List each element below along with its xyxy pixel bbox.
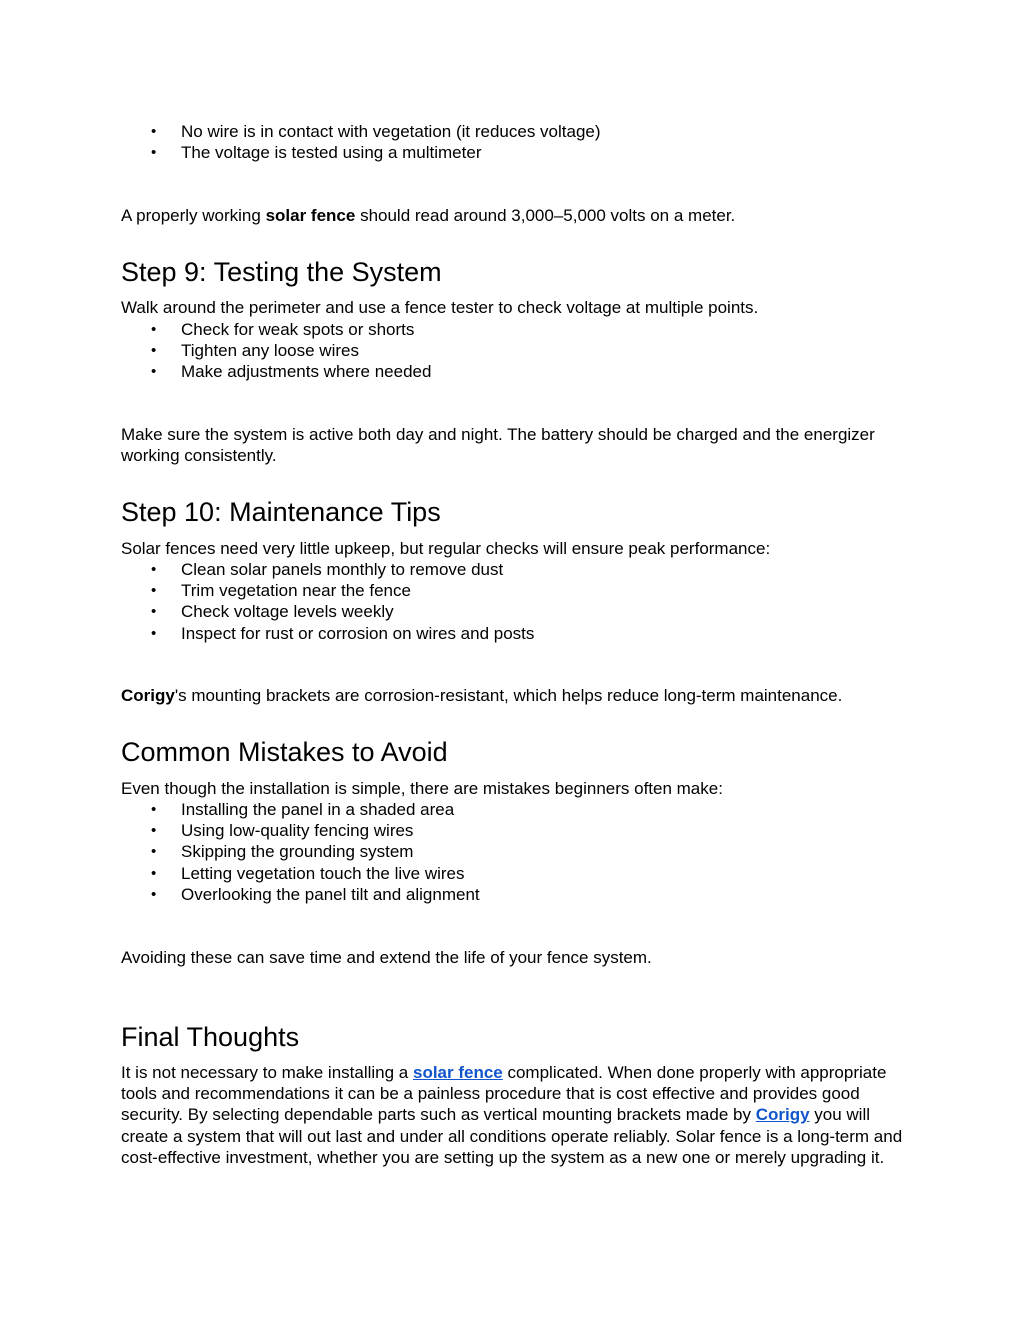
step10-list: [121, 559, 534, 644]
bold-term: solar fence: [265, 206, 356, 225]
paragraph-text: you will create a system that will out last and under all conditions operate reliably. Solar fence is a long-term and cost-effective investment, whether you are setting up the system as a new one or merely upgrading it.: [121, 1105, 903, 1167]
paragraph-text: A properly working: [121, 206, 266, 225]
list-item: • Check for weak spots or shorts: [121, 319, 431, 340]
mistakes-after-paragraph: Avoiding these can save time and extend the life of your fence system.: [121, 948, 652, 967]
brand-name: Corigy: [121, 686, 175, 705]
list-item: • Clean solar panels monthly to remove dust: [121, 559, 534, 580]
mistakes-intro: Even though the installation is simple, there are mistakes beginners often make:: [121, 779, 723, 798]
paragraph-text: complicated. When done properly with appropriate tools and recommendations it can be a painless procedure that is cost effective and provides good security. By selecting dependable parts such as vertical mounting brackets made by: [121, 1063, 887, 1125]
list-item: • Overlooking the panel tilt and alignment: [121, 884, 480, 905]
step9-intro: Walk around the perimeter and use a fence tester to check voltage at multiple points.: [121, 298, 759, 317]
final-thoughts-heading: Final Thoughts: [121, 1022, 300, 1052]
step10-after-paragraph: [121, 685, 911, 706]
list-item: • Tighten any loose wires: [121, 340, 431, 361]
mistakes-heading: Common Mistakes to Avoid: [121, 737, 448, 767]
list-item: • Check voltage levels weekly: [121, 601, 534, 622]
list-item: • Make adjustments where needed: [121, 361, 431, 382]
final-thoughts-paragraph: [121, 1062, 911, 1168]
step9-after-paragraph: Make sure the system is active both day and night. The battery should be charged and the energizer working consistently.: [121, 425, 875, 466]
voltage-paragraph: [121, 205, 911, 226]
list-item: • The voltage is tested using a multimeter: [121, 142, 601, 163]
list-item: • Using low-quality fencing wires: [121, 820, 480, 841]
step10-heading: Step 10: Maintenance Tips: [121, 497, 441, 527]
paragraph-text: should read around 3,000–5,000 volts on a meter.: [355, 206, 736, 225]
paragraph-text: It is not necessary to make installing a: [121, 1063, 413, 1082]
step10-intro: Solar fences need very little upkeep, but regular checks will ensure peak performance:: [121, 539, 771, 558]
list-item: • Inspect for rust or corrosion on wires and posts: [121, 623, 534, 644]
corigy-link[interactable]: Corigy: [755, 1105, 810, 1125]
list-item: • Installing the panel in a shaded area: [121, 799, 480, 820]
list-item: • Skipping the grounding system: [121, 841, 480, 862]
list-item: • Trim vegetation near the fence: [121, 580, 534, 601]
solar-fence-link[interactable]: solar fence: [412, 1063, 503, 1082]
voltage-checklist: [121, 121, 601, 163]
step9-list: [121, 319, 431, 383]
paragraph-text: 's mounting brackets are corrosion-resistant, which helps reduce long-term maintenance.: [174, 686, 843, 705]
list-item: • Letting vegetation touch the live wires: [121, 863, 480, 884]
mistakes-list: [121, 799, 480, 905]
step9-heading: Step 9: Testing the System: [121, 257, 442, 287]
list-item: • No wire is in contact with vegetation (it reduces voltage): [121, 121, 601, 142]
